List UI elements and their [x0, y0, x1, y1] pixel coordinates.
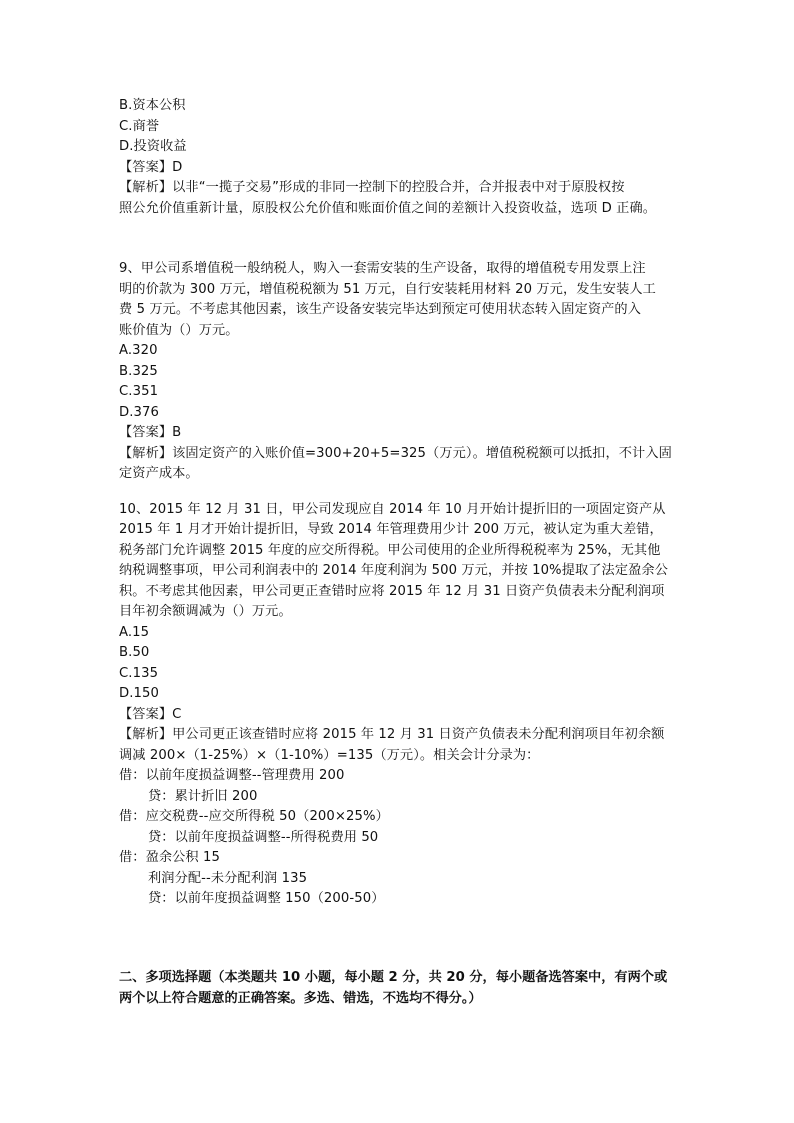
question-stem-line: 明的价款为 300 万元，增值税税额为 51 万元，自行安装耗用材料 20 万元，发生安装人工 [119, 281, 656, 297]
option-d: D.376 [119, 404, 160, 420]
option-c: C.商誉 [119, 118, 160, 134]
section-title-line: 两个以上符合题意的正确答案。多选、错选，不选均不得分。） [119, 990, 482, 1006]
section-heading [119, 967, 679, 1009]
question-stem-line: 费 5 万元。不考虑其他因素，该生产设备安装完毕达到预定可使用状态转入固定资产的入 [119, 302, 641, 317]
journal-entry: 贷：以前年度损益调整 150（200-50） [148, 891, 385, 906]
option-c: C.135 [119, 665, 159, 681]
spacer [119, 910, 679, 967]
question-stem-line: 纳税调整事项，甲公司利润表中的 2014 年度利润为 500 万元，并按 10%提取了法定盈余公 [119, 563, 668, 578]
answer: 【答案】D [119, 159, 183, 175]
analysis-line: 定资产成本。 [119, 466, 199, 481]
journal-entry: 利润分配--未分配利润 135 [148, 870, 308, 886]
journal-entry: 贷：以前年度损益调整--所得税费用 50 [148, 829, 379, 845]
analysis-line: 【解析】该固定资产的入账价值=300+20+5=325（万元）。增值税税额可以抵扣，不计入固 [119, 445, 672, 461]
question-9 [119, 259, 679, 485]
option-d: D.投资收益 [119, 139, 187, 154]
journal-entry: 借：应交税费--应交所得税 50（200×25%） [119, 809, 389, 824]
option-d: D.150 [119, 686, 160, 701]
question-stem-line: 9、甲公司系增值税一般纳税人，购入一套需安装的生产设备，取得的增值税专用发票上注 [119, 261, 646, 276]
question-stem-line: 目年初余额调减为（）万元。 [119, 604, 292, 619]
journal-entry: 借：盈余公积 15 [119, 850, 220, 865]
option-a: A.320 [119, 343, 158, 358]
answer: 【答案】B [119, 425, 182, 440]
question-stem-line: 2015 年 1 月才开始计提折旧，导致 2014 年管理费用少计 200 万元，被认定为重大差错， [119, 522, 663, 537]
option-c: C.351 [119, 384, 159, 399]
journal-entry: 借：以前年度损益调整--管理费用 200 [119, 768, 345, 783]
document-page [119, 96, 679, 1009]
analysis-line: 照公允价值重新计量，原股权公允价值和账面价值之间的差额计入投资收益，选项 D 正确。 [119, 200, 657, 216]
question-stem-line: 10、2015 年 12 月 31 日，甲公司发现应自 2014 年 10 月开始计提折旧的一项固定资产从 [119, 501, 666, 517]
question-10 [119, 500, 679, 910]
question-stem-line: 积。不考虑其他因素，甲公司更正查错时应将 2015 年 12 月 31 日资产负债表未分配利润项 [119, 583, 665, 599]
prev-question-block [119, 96, 679, 219]
option-a: A.15 [119, 624, 150, 640]
analysis-line: 【解析】以非“一揽子交易”形成的非同一控制下的控股合并，合并报表中对于原股权按 [119, 180, 625, 195]
spacer [119, 219, 679, 259]
question-stem-line: 税务部门允许调整 2015 年度的应交所得税。甲公司使用的企业所得税税率为 25%，无其他 [119, 542, 661, 558]
section-title-line: 二、多项选择题（本类题共 10 小题，每小题 2 分，共 20 分，每小题备选答案中，有两个或 [119, 969, 668, 985]
option-b: B.资本公积 [119, 98, 186, 113]
analysis-line: 【解析】甲公司更正该查错时应将 2015 年 12 月 31 日资产负债表未分配利润项目年初余额 [119, 727, 665, 742]
journal-entry: 贷：累计折旧 200 [148, 788, 258, 804]
question-stem-line: 账价值为（）万元。 [119, 322, 239, 338]
option-b: B.325 [119, 363, 158, 379]
option-b: B.50 [119, 645, 150, 660]
spacer [119, 485, 679, 500]
answer: 【答案】C [119, 706, 182, 722]
analysis-line: 调减 200×（1-25%）×（1-10%）=135（万元）。相关会计分录为： [119, 747, 540, 763]
